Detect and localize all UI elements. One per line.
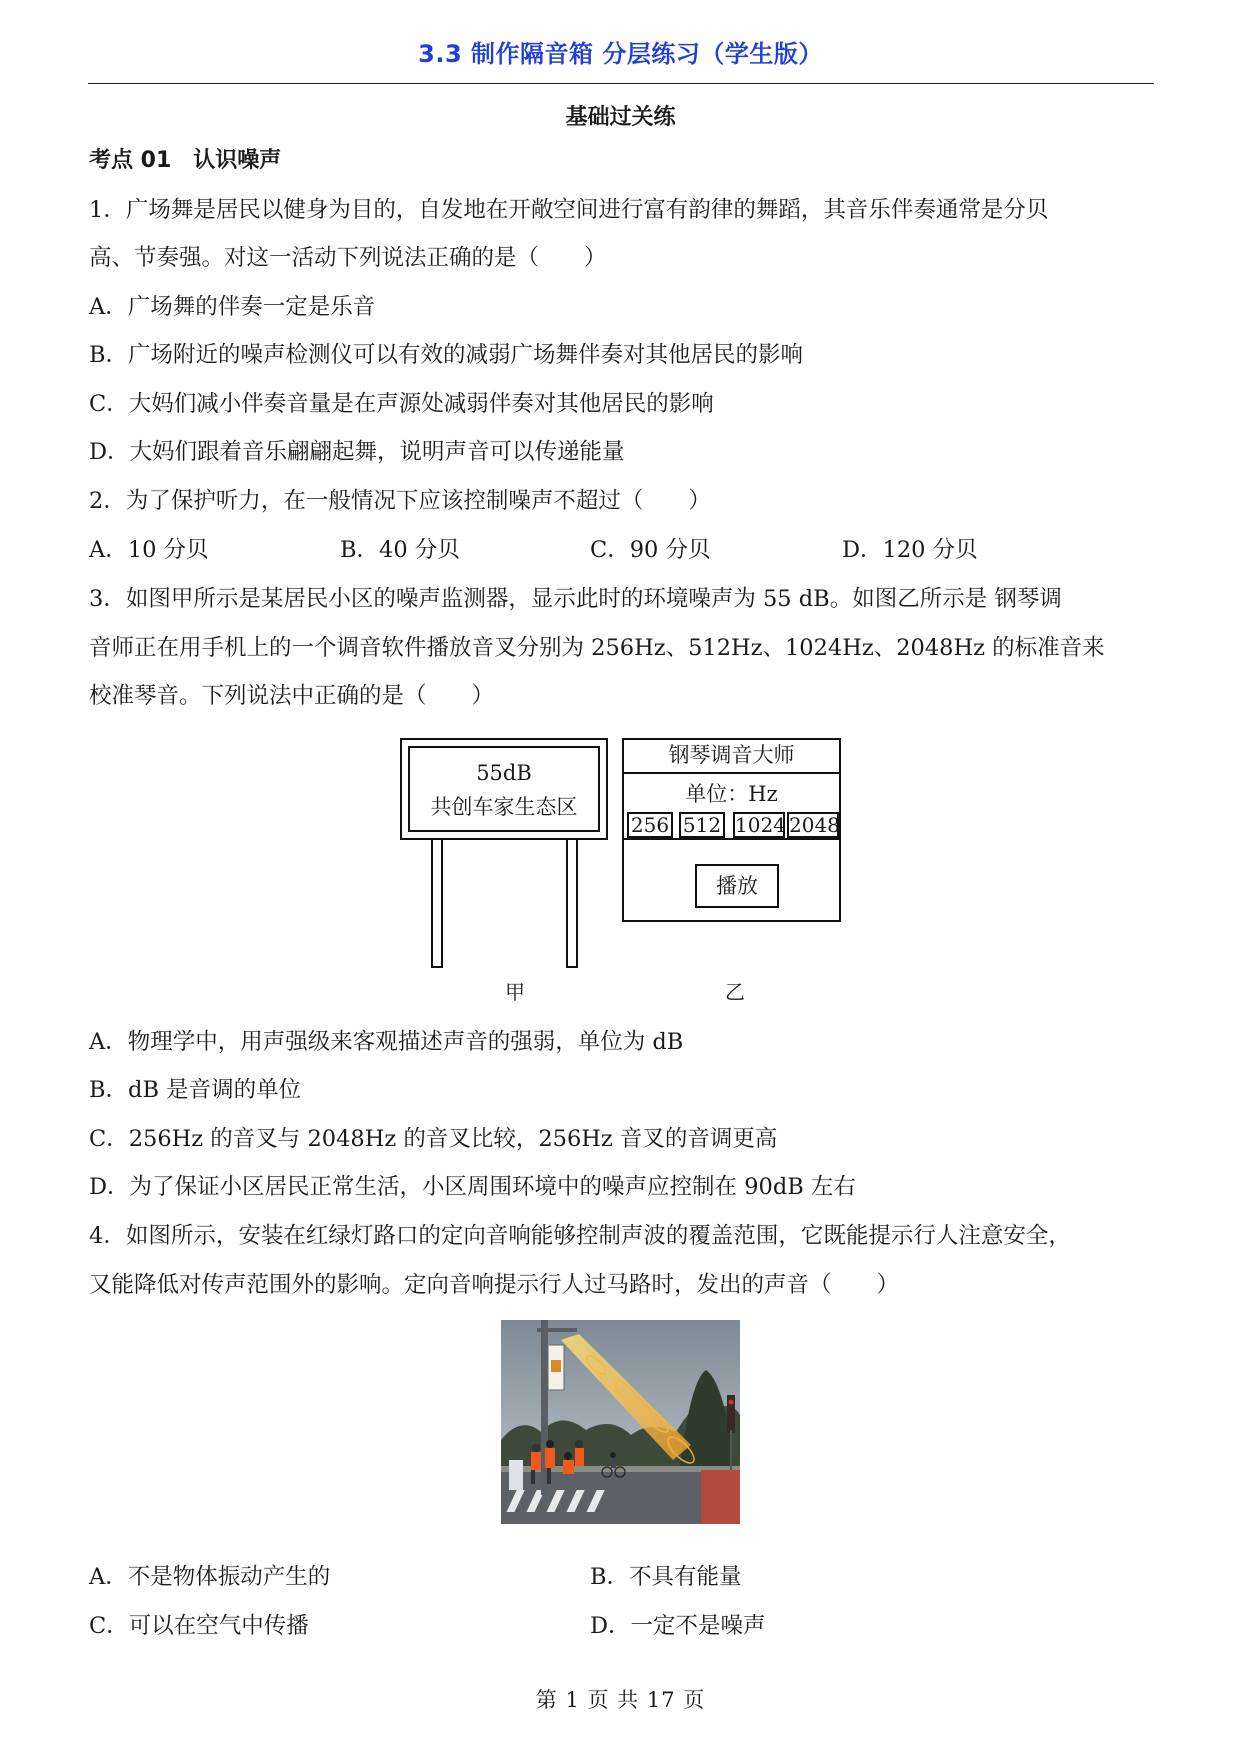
q4-stem-line2: 又能降低对传声范围外的影响。定向音响提示行人过马路时，发出的声音（ ）	[89, 1272, 900, 1298]
tuning-app-unit: 单位：Hz	[685, 782, 778, 806]
freq-button-256: 256	[627, 812, 673, 838]
q3-stem-line3: 校准琴音。下列说法中正确的是（ ）	[89, 683, 495, 709]
noise-reading: 55dB	[476, 761, 532, 785]
freq-button-1024: 1024	[735, 813, 786, 837]
sign-post-left	[431, 840, 443, 968]
q3-option-c: C．256Hz 的音叉与 2048Hz 的音叉比较，256Hz 音叉的音调更高	[89, 1126, 778, 1152]
q4-option-a: A．不是物体振动产生的	[89, 1564, 331, 1590]
q4-stem-line1: 4．如图所示，安装在红绿灯路口的定向音响能够控制声波的覆盖范围，它既能提示行人注意安全，	[89, 1223, 1071, 1249]
header-divider	[88, 83, 1154, 84]
q2-option-b: B．40 分贝	[340, 537, 460, 563]
tuning-app-title: 钢琴调音大师	[622, 738, 841, 774]
sign-slogan: 共创车家生态区	[430, 795, 578, 819]
q4-option-c: C．可以在空气中传播	[89, 1613, 309, 1639]
figure-label-jia: 甲	[505, 980, 525, 1004]
topic-title: 考点 01 认识噪声	[89, 148, 282, 173]
photo-illustration	[501, 1320, 740, 1524]
play-button: 播放	[695, 864, 779, 908]
sign-post-right	[566, 840, 578, 968]
q1-stem-line2: 高、节奏强。对这一活动下列说法正确的是（ ）	[89, 245, 607, 271]
q2-option-a: A．10 分贝	[89, 537, 209, 563]
q2-option-d: D．120 分贝	[842, 537, 978, 563]
q3-option-a: A．物理学中，用声强级来客观描述声音的强弱，单位为 dB	[89, 1029, 684, 1055]
figure-label-yi: 乙	[725, 980, 745, 1004]
crosswalk-speaker-photo	[501, 1320, 740, 1524]
page-number: 第 1 页 共 17 页	[535, 1688, 706, 1712]
q3-stem-line1: 3．如图甲所示是某居民小区的噪声监测器，显示此时的环境噪声为 55 dB。如图乙所示是 钢琴调	[89, 586, 1062, 612]
q3-option-b: B．dB 是音调的单位	[89, 1077, 302, 1103]
freq-button-512: 512	[679, 812, 725, 838]
section-title: 基础过关练	[565, 105, 676, 130]
q4-option-d: D．一定不是噪声	[590, 1613, 766, 1639]
freq-button-2048: 2048	[789, 813, 840, 837]
q2-stem: 2．为了保护听力，在一般情况下应该控制噪声不超过（ ）	[89, 488, 711, 514]
q4-option-b: B．不具有能量	[590, 1564, 742, 1590]
q1-option-c: C．大妈们减小伴奏音量是在声源处减弱伴奏对其他居民的影响	[89, 391, 714, 417]
q3-option-d: D．为了保证小区居民正常生活，小区周围环境中的噪声应控制在 90dB 左右	[89, 1174, 856, 1200]
q1-stem-line1: 1．广场舞是居民以健身为目的，自发地在开敞空间进行富有韵律的舞蹈，其音乐伴奏通常是分贝	[89, 197, 1049, 223]
noise-monitor-display	[408, 746, 600, 832]
q1-option-b: B．广场附近的噪声检测仪可以有效的减弱广场舞伴奏对其他居民的影响	[89, 342, 804, 368]
q3-stem-line2: 音师正在用手机上的一个调音软件播放音叉分别为 256Hz、512Hz、1024Hz、2048Hz 的标准音来	[89, 635, 1105, 661]
q1-option-a: A．广场舞的伴奏一定是乐音	[89, 294, 376, 320]
document-title: 3.3 制作隔音箱 分层练习（学生版）	[418, 40, 823, 68]
q2-option-c: C．90 分贝	[590, 537, 711, 563]
q1-option-d: D．大妈们跟着音乐翩翩起舞，说明声音可以传递能量	[89, 439, 625, 465]
